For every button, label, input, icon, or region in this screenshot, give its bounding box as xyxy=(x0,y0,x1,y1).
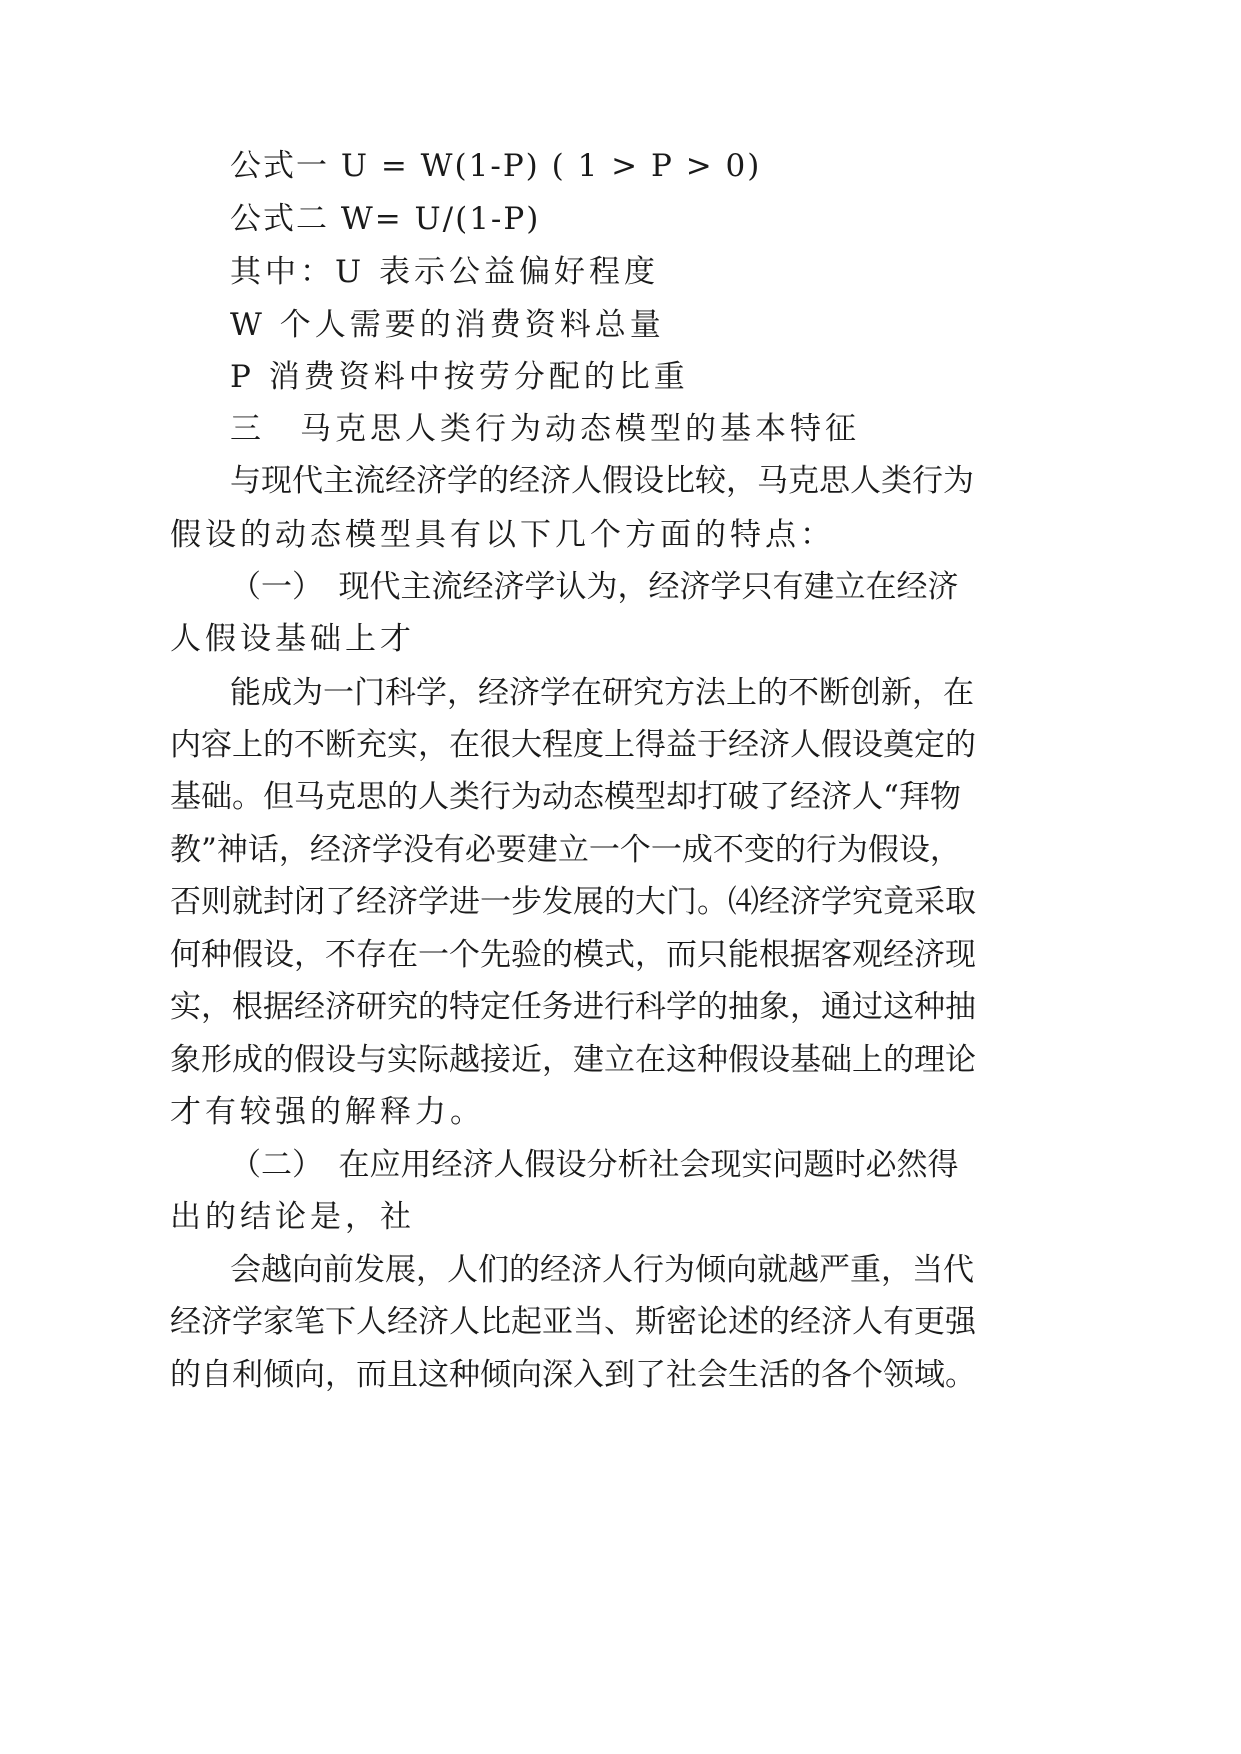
paragraph-line: 何种假设，不存在一个先验的模式，而只能根据客观经济现 xyxy=(170,937,976,973)
paragraph-line: 的自利倾向，而且这种倾向深入到了社会生活的各个领域。 xyxy=(170,1357,976,1393)
subsection-heading: 人假设基础上才 xyxy=(170,621,415,657)
paragraph-line: 否则就封闭了经济学进一步发展的大门。⑷经济学究竟采取 xyxy=(170,884,976,920)
formula-2: 公式二 W= U/(1-P) xyxy=(230,201,541,237)
subsection-heading: （二） 在应用经济人假设分析社会现实问题时必然得 xyxy=(230,1147,959,1183)
paragraph-line: 教”神话，经济学没有必要建立一个一成不变的行为假设， xyxy=(170,832,961,868)
paragraph-line: 内容上的不断充实，在很大程度上得益于经济人假设奠定的 xyxy=(170,727,976,763)
paragraph-line: 经济学家笔下人经济人比起亚当、斯密论述的经济人有更强 xyxy=(170,1304,976,1340)
variable-p-definition: P 消费资料中按劳分配的比重 xyxy=(230,359,689,395)
paragraph-line: 实，根据经济研究的特定任务进行科学的抽象，通过这种抽 xyxy=(170,989,976,1025)
paragraph-line: 假设的动态模型具有以下几个方面的特点： xyxy=(170,517,835,553)
variable-u-definition: 其中：U 表示公益偏好程度 xyxy=(230,254,659,290)
paragraph-line: 象形成的假设与实际越接近，建立在这种假设基础上的理论 xyxy=(170,1042,976,1078)
section-heading: 三 马克思人类行为动态模型的基本特征 xyxy=(230,411,860,447)
variable-w-definition: W 个人需要的消费资料总量 xyxy=(230,307,665,343)
subsection-heading: 出的结论是，社 xyxy=(170,1199,415,1235)
paragraph-line: 能成为一门科学，经济学在研究方法上的不断创新，在 xyxy=(230,675,974,711)
paragraph-line: 与现代主流经济学的经济人假设比较，马克思人类行为 xyxy=(230,463,974,499)
subsection-heading: （一） 现代主流经济学认为，经济学只有建立在经济 xyxy=(230,569,959,605)
paragraph-line: 基础。但马克思的人类行为动态模型却打破了经济人“拜物 xyxy=(170,779,961,815)
paragraph-line: 才有较强的解释力。 xyxy=(170,1094,485,1130)
formula-1: 公式一 U = W(1-P) ( 1 > P > 0) xyxy=(230,148,762,184)
paragraph-line: 会越向前发展，人们的经济人行为倾向就越严重，当代 xyxy=(230,1252,974,1288)
